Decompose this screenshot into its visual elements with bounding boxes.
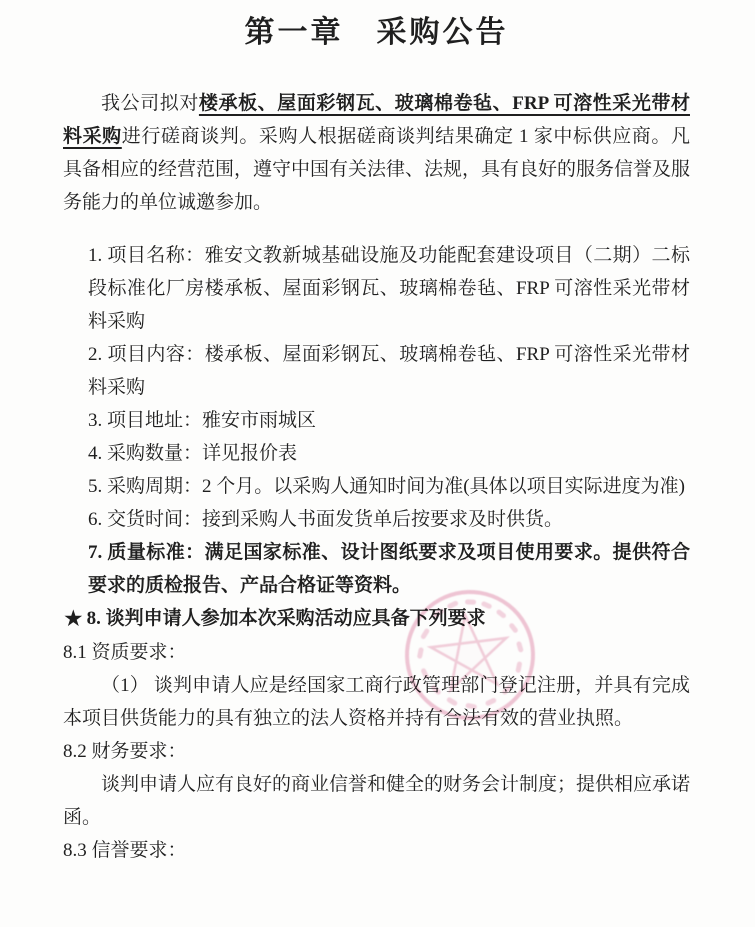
star-icon: ★ [63, 606, 84, 632]
requirement-sections [63, 636, 690, 867]
list-item-quantity: 4. 采购数量：详见报价表 [88, 443, 298, 464]
list-item-project-address: 3. 项目地址：雅安市雨城区 [88, 410, 317, 431]
numbered-item-list [63, 239, 690, 636]
list-item-requirements-header [63, 602, 690, 636]
intro-lead-text: 我公司拟对 [101, 93, 199, 114]
section-heading-finance: 8.2 财务要求： [63, 741, 187, 762]
section-heading-qualification: 8.1 资质要求： [63, 642, 187, 663]
intro-paragraph [63, 87, 690, 219]
list-item-quality-standard: 7. 质量标准：满足国家标准、设计图纸要求及项目使用要求。提供符合要求的质检报告、产品合格证等资料。 [88, 542, 690, 596]
list-item-project-content: 2. 项目内容：楼承板、屋面彩钢瓦、玻璃棉卷毡、FRP 可溶性采光带材料采购 [88, 344, 690, 398]
section-body-finance: 谈判申请人应有良好的商业信誉和健全的财务会计制度；提供相应承诺函。 [63, 774, 691, 828]
intro-rest-text: 进行磋商谈判。采购人根据磋商谈判结果确定 1 家中标供应商。凡具备相应的经营范围，遵守中国有关法律、法规，具有良好的服务信誉及服务能力的单位诚邀参加。 [63, 126, 691, 213]
section-heading-reputation: 8.3 信誉要求： [63, 840, 187, 861]
list-item-delivery-time: 6. 交货时间：接到采购人书面发货单后按要求及时供货。 [88, 509, 564, 530]
list-item-period: 5. 采购周期：2 个月。以采购人通知时间为准(具体以项目实际进度为准) [88, 476, 685, 497]
procurement-subject-underlined: 楼承板、屋面彩钢瓦、玻璃棉卷毡、FRP 可溶性采光带材料采购 [63, 93, 690, 147]
list-item-project-name: 1. 项目名称：雅安文教新城基础设施及功能配套建设项目（二期）二标段标准化厂房楼承板、屋面彩钢瓦、玻璃棉卷毡、FRP 可溶性采光带材料采购 [88, 245, 690, 332]
page-title: 第一章 采购公告 [244, 16, 509, 49]
requirements-header-text: 8. 谈判申请人参加本次采购活动应具备下列要求 [86, 608, 486, 629]
section-body-qualification: （1） 谈判申请人应是经国家工商行政管理部门登记注册，并具有完成本项目供货能力的具有独立的法人资格并持有合法有效的营业执照。 [63, 675, 690, 729]
